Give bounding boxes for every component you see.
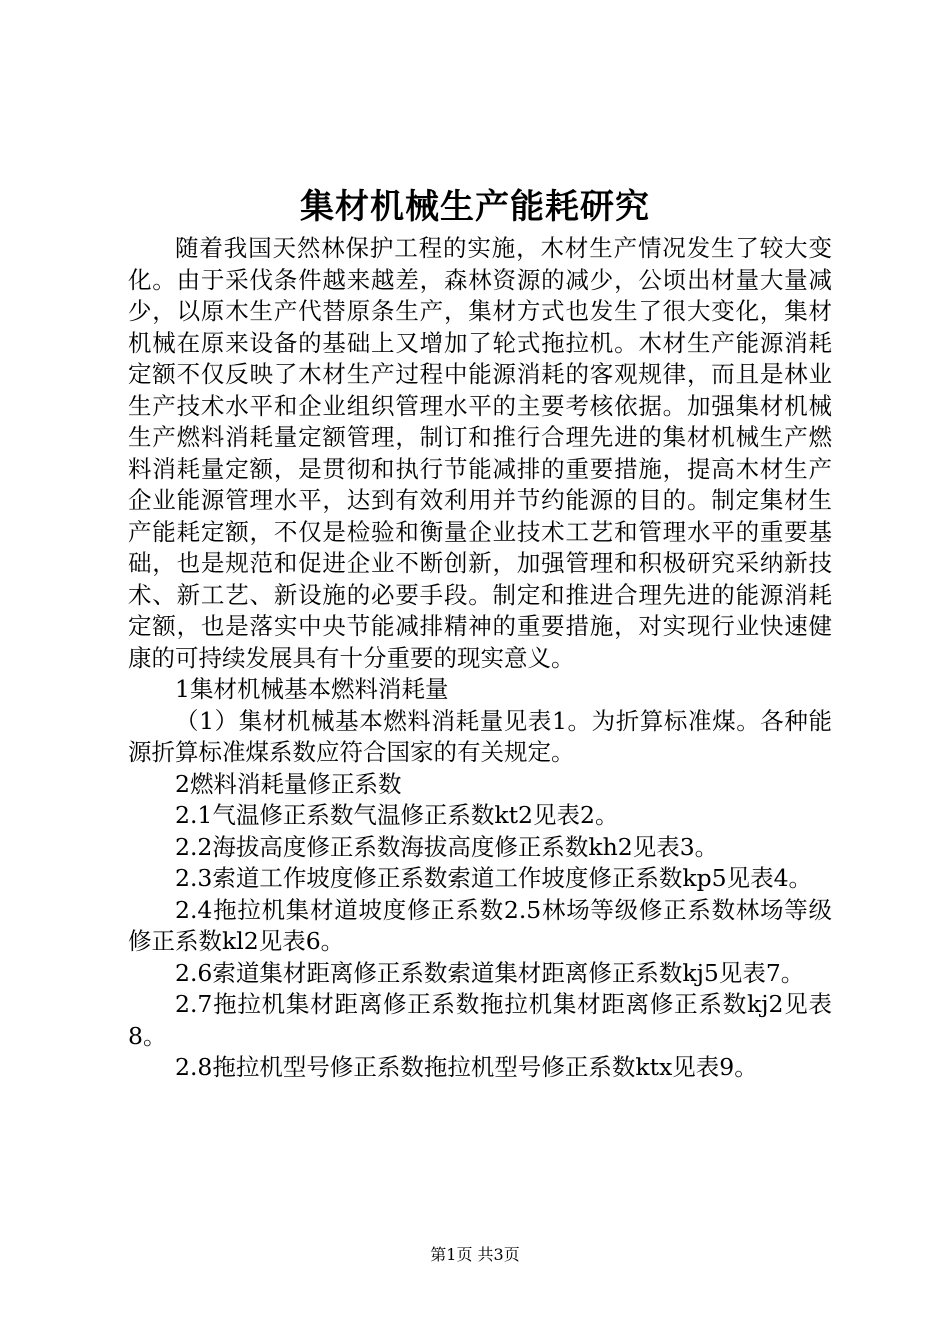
document-body xyxy=(128,233,832,1084)
paragraph-section-1-1: （1）集材机械基本燃料消耗量见表1。为折算标准煤。各种能源折算标准煤系数应符合国家的有关规定。 xyxy=(128,706,832,766)
paragraph-2-8: 2.8拖拉机型号修正系数拖拉机型号修正系数ktx见表9。 xyxy=(175,1053,758,1081)
paragraph-2-4: 2.4拖拉机集材道坡度修正系数2.5林场等级修正系数林场等级修正系数kl2见表6。 xyxy=(128,895,832,955)
paragraph-2-6: 2.6索道集材距离修正系数索道集材距离修正系数kj5见表7。 xyxy=(175,958,805,987)
paragraph-2-3: 2.3索道工作坡度修正系数索道工作坡度修正系数kp5见表4。 xyxy=(175,864,813,892)
page-footer: 第1页 共3页 xyxy=(430,1245,520,1264)
paragraph-2-7: 2.7拖拉机集材距离修正系数拖拉机集材距离修正系数kj2见表8。 xyxy=(128,990,832,1050)
heading-section-1: 1集材机械基本燃料消耗量 xyxy=(175,675,449,703)
page-title: 集材机械生产能耗研究 xyxy=(300,187,650,227)
heading-section-2: 2燃料消耗量修正系数 xyxy=(175,769,402,798)
paragraph-2-2: 2.2海拔高度修正系数海拔高度修正系数kh2见表3。 xyxy=(175,832,719,861)
paragraph-2-1: 2.1气温修正系数气温修正系数kt2见表2。 xyxy=(175,801,619,829)
paragraph-intro: 随着我国天然林保护工程的实施，木材生产情况发生了较大变化。由于采伐条件越来越差，森林资源的减少，公顷出材量大量减少，以原木生产代替原条生产，集材方式也发生了很大变化，集材机械在原来设备的基础上又增加了轮式拖拉机。木材生产能源消耗定额不仅反映了木材生产过程中能源消耗的客观规律，而且是林业生产技术水平和企业组织管理水平的主要考核依据。加强集材机械生产燃料消耗量定额管理，制订和推行合理先进的集材机械生产燃料消耗量定额，是贯彻和执行节能减排的重要措施，提高木材生产企业能源管理水平，达到有效利用并节约能源的目的。制定集材生产能耗定额，不仅是检验和衡量企业技术工艺和管理水平的重要基础，也是规范和促进企业不断创新，加强管理和积极研究采纳新技术、新工艺、新设施的必要手段。制定和推进合理先进的能源消耗定额，也是落实中央节能减排精神的重要措施，对实现行业快速健康的可持续发展具有十分重要的现实意义。 xyxy=(128,234,832,672)
